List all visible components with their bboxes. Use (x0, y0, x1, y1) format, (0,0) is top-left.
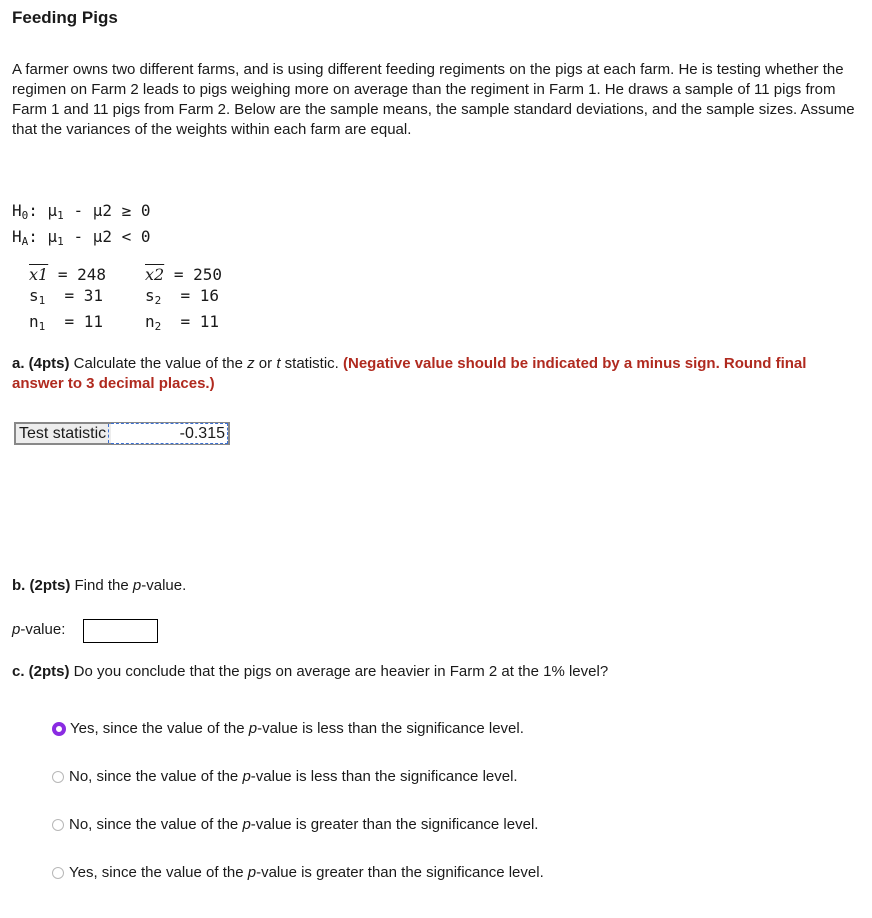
option-1[interactable] (52, 720, 524, 737)
part-c-question: c. (2pts) Do you conclude that the pigs on average are heavier in Farm 2 at the 1% level? (12, 663, 609, 680)
radio-selected-icon[interactable] (52, 722, 66, 736)
test-statistic-field (14, 422, 230, 445)
option-3-label: No, since the value of the p-value is greater than the significance level. (69, 816, 539, 833)
null-hypothesis: $H_0$: $\mu_1 - \mu 2 \ge 0$ (12, 201, 151, 222)
sample-sd-1: $s_1 = 31$ (29, 286, 104, 307)
test-statistic-label: Test statistic (16, 424, 109, 443)
radio-icon[interactable] (52, 867, 64, 879)
option-1-label: Yes, since the value of the p-value is less than the significance level. (70, 720, 524, 737)
option-3[interactable] (52, 816, 538, 833)
sample-size-1: $n_1 = 11$ (29, 312, 104, 333)
option-4[interactable] (52, 864, 544, 881)
alternative-hypothesis: $H_A$: $\mu_1 - \mu 2 < 0$ (12, 227, 151, 248)
sample-mean-2: x2 = 250 (145, 265, 223, 284)
radio-icon[interactable] (52, 771, 64, 783)
page-title: Feeding Pigs (12, 8, 118, 27)
option-4-label: Yes, since the value of the p-value is greater than the significance level. (69, 864, 544, 881)
p-value-label: p-value: (12, 621, 66, 638)
sample-sd-2: $s_2 = 16$ (145, 286, 220, 307)
sample-size-2: $n_2 = 11$ (145, 312, 220, 333)
option-2[interactable] (52, 768, 518, 785)
part-a-question: a. (4pts) Calculate the value of the z or t statistic. (Negative value should be indicated by a minus sign. Round final answer to 3 decimal places.) (12, 355, 807, 392)
part-b-question: b. (2pts) Find the p-value. (12, 577, 187, 594)
radio-icon[interactable] (52, 819, 64, 831)
p-value-input[interactable] (83, 619, 158, 643)
test-statistic-input[interactable]: -0.315 (111, 423, 228, 444)
problem-statement: A farmer owns two different farms, and is using different feeding regiments on the pigs at each farm. He is testing whether the regimen on Farm 2 leads to pigs weighing more on average than the regiment in Farm 1. He draws a sample of 11 pigs from Farm 1 and 11 pigs from Farm 2. Below are the sample means, the sample standard deviations, and the sample sizes. Assume that the variances of the weights within each farm are equal. (12, 61, 855, 138)
option-2-label: No, since the value of the p-value is less than the significance level. (69, 768, 518, 785)
sample-mean-1: x1 = 248 (29, 265, 107, 284)
